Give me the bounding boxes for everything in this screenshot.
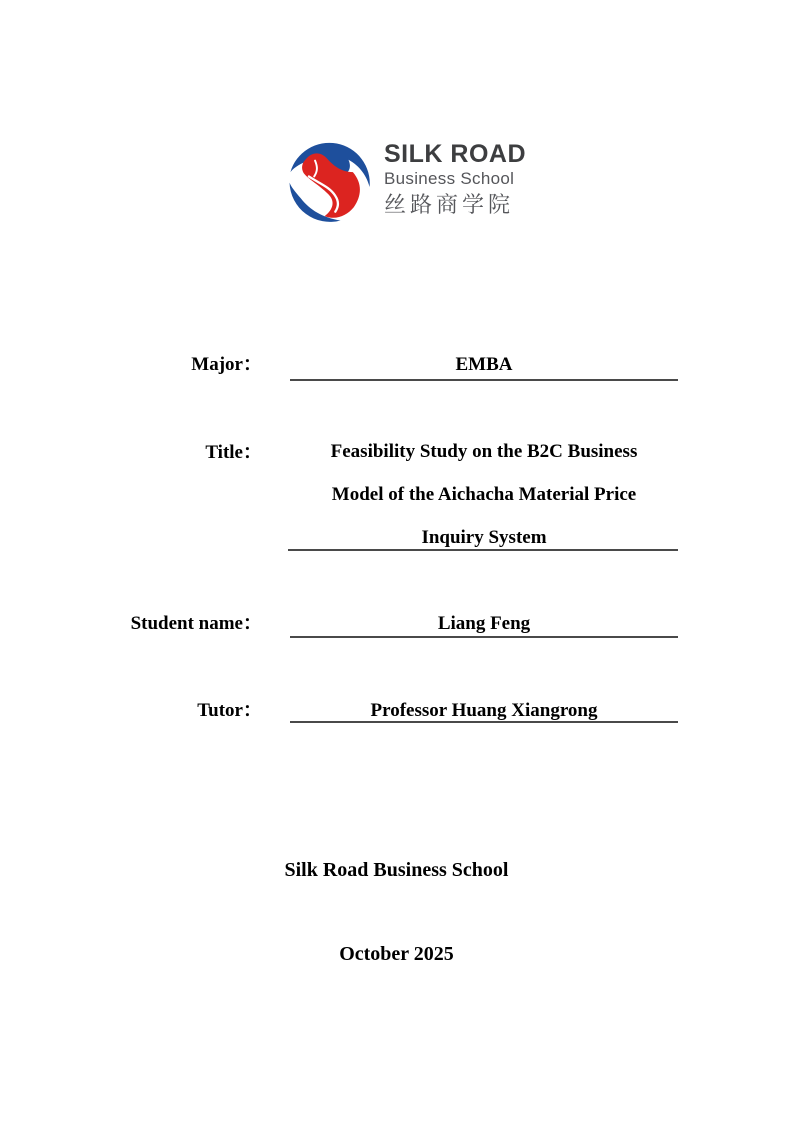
- major-label: Major：: [191, 354, 262, 375]
- title-line-3: Inquiry System: [421, 527, 547, 548]
- title-underline: [288, 549, 678, 551]
- logo-name-en: SILK ROAD: [384, 140, 526, 168]
- logo-subtitle-en: Business School: [384, 169, 515, 188]
- title-value: [290, 430, 678, 559]
- logo-text-block: [384, 135, 526, 218]
- silk-road-logo: [286, 135, 526, 225]
- institution-name: Silk Road Business School: [284, 859, 509, 881]
- logo-name-zh: 丝路商学院: [384, 192, 515, 217]
- title-line-1: Feasibility Study on the B2C Business: [330, 441, 638, 462]
- title-line-2: Model of the Aichacha Material Price: [331, 484, 637, 505]
- major-value: EMBA: [455, 354, 513, 375]
- publication-date: October 2025: [339, 943, 454, 965]
- tutor-underline: [290, 721, 678, 723]
- tutor-label: Tutor：: [197, 700, 262, 721]
- student-name-value: Liang Feng: [437, 613, 531, 634]
- major-underline: [290, 379, 678, 381]
- title-label: Title：: [205, 442, 262, 463]
- student-name-label: Student name：: [130, 613, 262, 634]
- student-name-underline: [290, 636, 678, 638]
- tutor-value: Professor Huang Xiangrong: [370, 700, 598, 721]
- silk-road-logo-mark-icon: [286, 135, 374, 225]
